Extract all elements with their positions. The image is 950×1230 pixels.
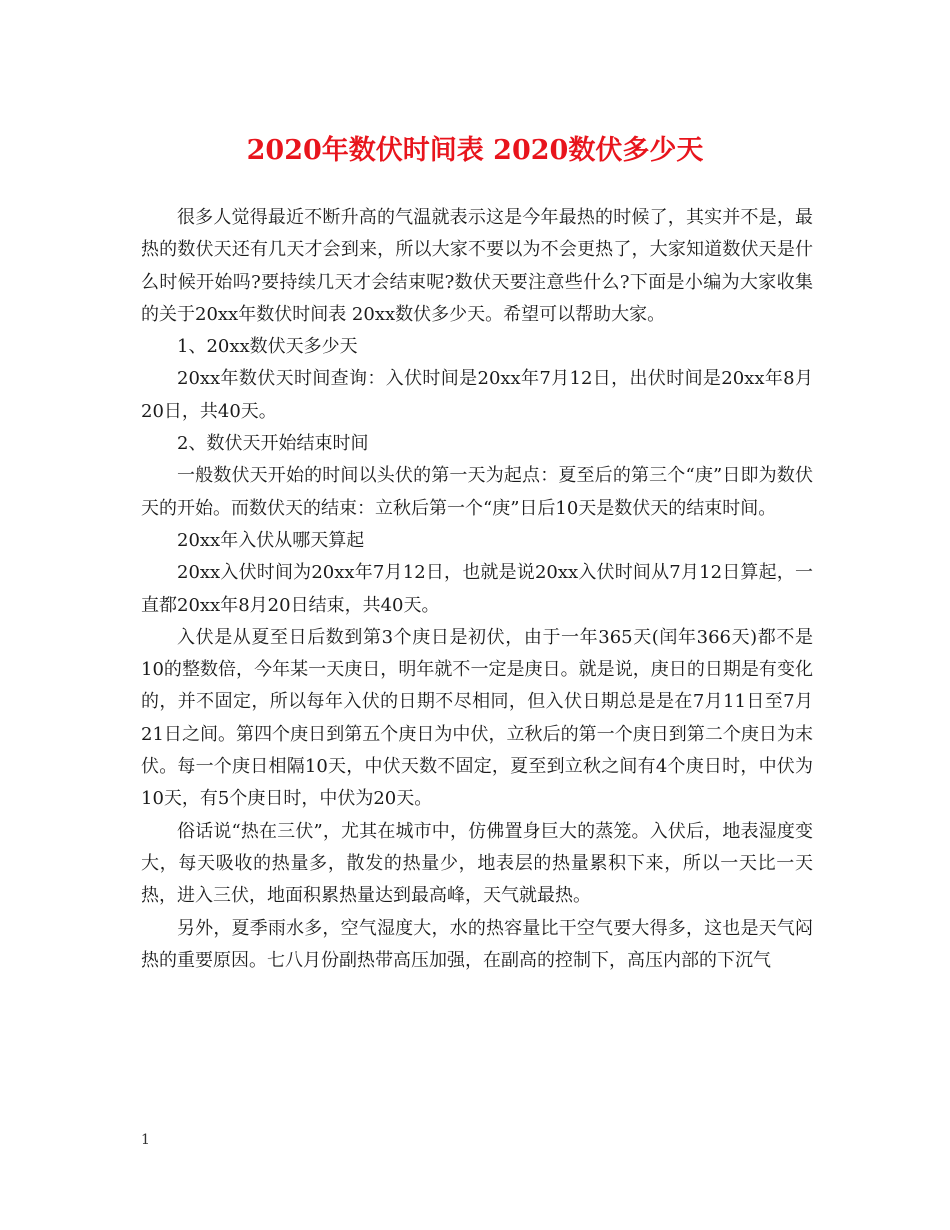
paragraph-humidity: 另外，夏季雨水多，空气湿度大，水的热容量比干空气要大得多，这也是天气闷热的重要原因。七八月份副热带高压加强，在副高的控制下，高压内部的下沉气 bbox=[141, 917, 813, 971]
section-subheading: 20xx年入伏从哪天算起 bbox=[177, 529, 365, 551]
section-heading-2: 2、数伏天开始结束时间 bbox=[177, 433, 369, 455]
paragraph-heat: 俗话说“热在三伏”，尤其在城市中，仿佛置身巨大的蒸笼。入伏后，地表湿度变大，每天吸收的热量多，散发的热量少，地表层的热量累积下来，所以一天比一天热，进入三伏，地面积累热量达到最高峰，天气就最热。 bbox=[141, 820, 813, 907]
paragraph-gengri: 入伏是从夏至日后数到第3个庚日是初伏，由于一年365天(闰年366天)都不是10的整数倍，今年某一天庚日，明年就不一定是庚日。就是说，庚日的日期是有变化的，并不固定，所以每年入伏的日期不尽相同，但入伏日期总是是在7月11日至7月21日之间。第四个庚日到第五个庚日为中伏，立秋后的第一个庚日到第二个庚日为末伏。每一个庚日相隔10天，中伏天数不固定，夏至到立秋之间有4个庚日时，中伏为10天，有5个庚日时，中伏为20天。 bbox=[141, 626, 813, 810]
paragraph-start-end: 一般数伏天开始的时间以头伏的第一天为起点：夏至后的第三个“庚”日即为数伏天的开始。而数伏天的结束：立秋后第一个“庚”日后10天是数伏天的结束时间。 bbox=[141, 465, 813, 519]
page-number: 1 bbox=[141, 1132, 150, 1148]
paragraph-intro: 很多人觉得最近不断升高的气温就表示这是今年最热的时候了，其实并不是，最热的数伏天还有几天才会到来，所以大家不要以为不会更热了，大家知道数伏天是什么时候开始吗?要持续几天才会结束呢?数伏天要注意些什么?下面是小编为大家收集的关于20xx年数伏时间表 20xx数伏多少天。希望可以帮助大家。 bbox=[141, 207, 813, 325]
document-title: 2020年数伏时间表 2020数伏多少天 bbox=[246, 135, 704, 166]
paragraph-start-date: 20xx入伏时间为20xx年7月12日，也就是说20xx入伏时间从7月12日算起，一直都20xx年8月20日结束，共40天。 bbox=[141, 562, 813, 616]
document-body bbox=[141, 202, 813, 977]
paragraph-dates: 20xx年数伏天时间查询：入伏时间是20xx年7月12日，出伏时间是20xx年8月20日，共40天。 bbox=[141, 368, 813, 422]
section-heading-1: 1、20xx数伏天多少天 bbox=[177, 336, 358, 358]
